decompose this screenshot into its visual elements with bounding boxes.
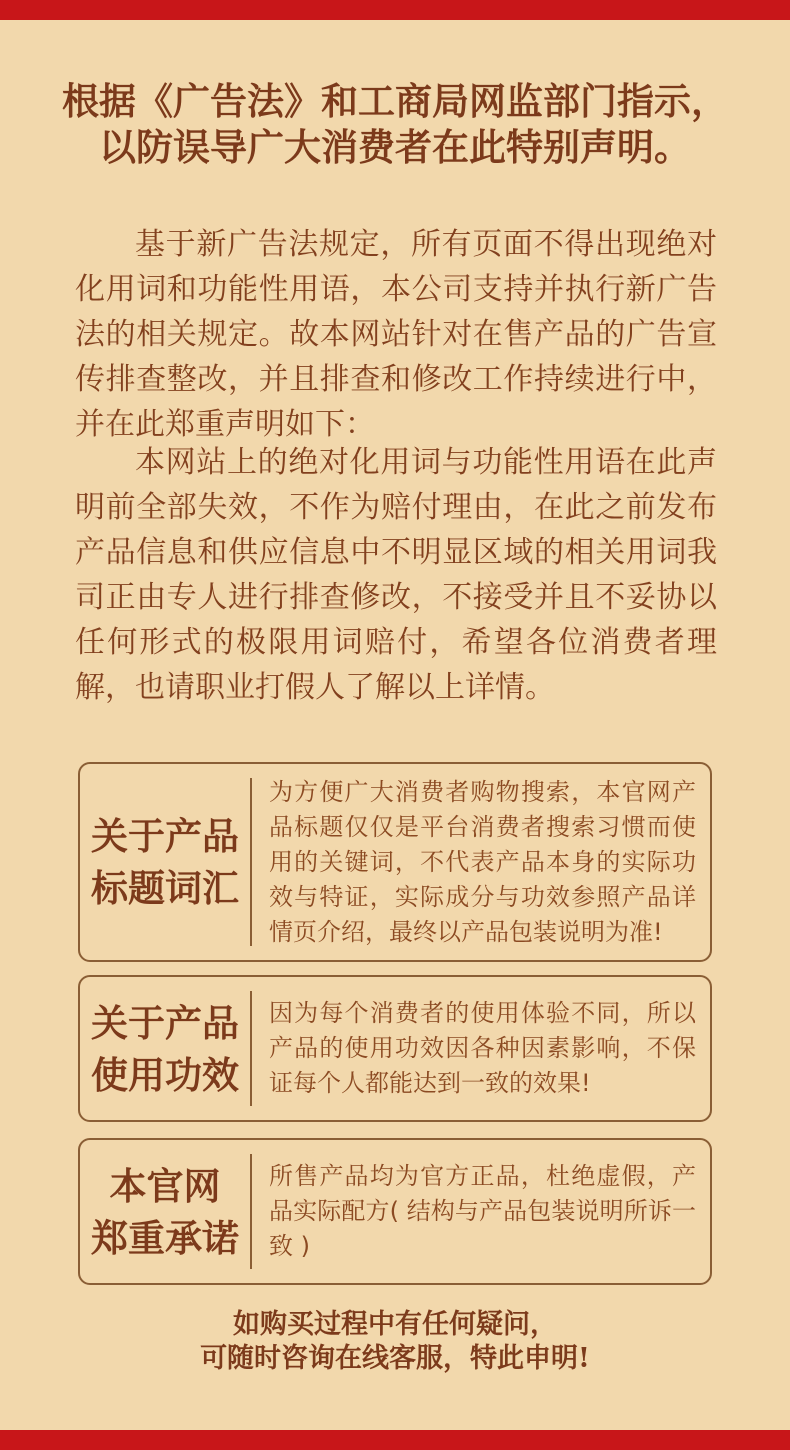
- footer-note-line2: 可随时咨询在线客服，特此申明!: [200, 1343, 590, 1374]
- notice-box-product-title-description: 为方便广大消费者购物搜索，本官网产品标题仅仅是平台消费者搜索习惯而使用的关键词，不代表产品本身的实际功效与特证，实际成分与功效参照产品详情页介绍，最终以产品包装说明为准!: [269, 777, 696, 946]
- notice-box-official-promise-label: [80, 1160, 250, 1264]
- bottom-red-band: [0, 1430, 790, 1450]
- notice-box-official-promise-label-line1: 本官网: [109, 1163, 221, 1208]
- page-title-line1: 根据《广告法》和工商局网监部门指示，: [62, 79, 728, 123]
- notice-box-product-title-label-line1: 关于产品: [91, 814, 239, 858]
- notice-box-product-title-label-line2: 标题词汇: [91, 866, 239, 910]
- notice-box-product-effect: [78, 975, 712, 1122]
- notice-box-product-effect-label-line1: 关于产品: [91, 1000, 239, 1045]
- page-title: [0, 78, 790, 170]
- statement-paragraph-2: 本网站上的绝对化用词与功能性用语在此声明前全部失效，不作为赔付理由，在此之前发布产品信息和供应信息中不明显区域的相关用词我司正由专人进行排查修改，不接受并且不妥协以任何形式的极限用词赔付，希望各位消费者理解，也请职业打假人了解以上详情。: [75, 445, 717, 705]
- notice-box-product-effect-description: 因为每个消费者的使用体验不同，所以产品的使用功效因各种因素影响，不保证每个人都能达到一致的效果!: [269, 999, 696, 1097]
- top-red-band: [0, 0, 790, 20]
- notice-box-official-promise: [78, 1138, 712, 1285]
- footer-note-line1: 如购买过程中有任何疑问，: [233, 1309, 557, 1340]
- page-title-line2: 以防误导广大消费者在此特别声明。: [99, 125, 691, 169]
- notice-box-official-promise-label-line2: 郑重承诺: [91, 1215, 239, 1260]
- footer-note: [0, 1308, 790, 1376]
- notice-box-product-effect-label-line2: 使用功效: [91, 1052, 239, 1097]
- notice-box-product-title-label: [80, 810, 250, 914]
- statement-paragraph-1: 基于新广告法规定，所有页面不得出现绝对化用词和功能性用语，本公司支持并执行新广告法的相关规定。故本网站针对在售产品的广告宣传排查整改，并且排查和修改工作持续进行中，并在此郑重声明如下：: [75, 227, 717, 442]
- notice-box-product-title: [78, 762, 712, 962]
- notice-box-official-promise-description: 所售产品均为官方正品，杜绝虚假，产品实际配方( 结构与产品包装说明所诉一致 ): [269, 1162, 696, 1260]
- notice-box-product-effect-label: [80, 997, 250, 1101]
